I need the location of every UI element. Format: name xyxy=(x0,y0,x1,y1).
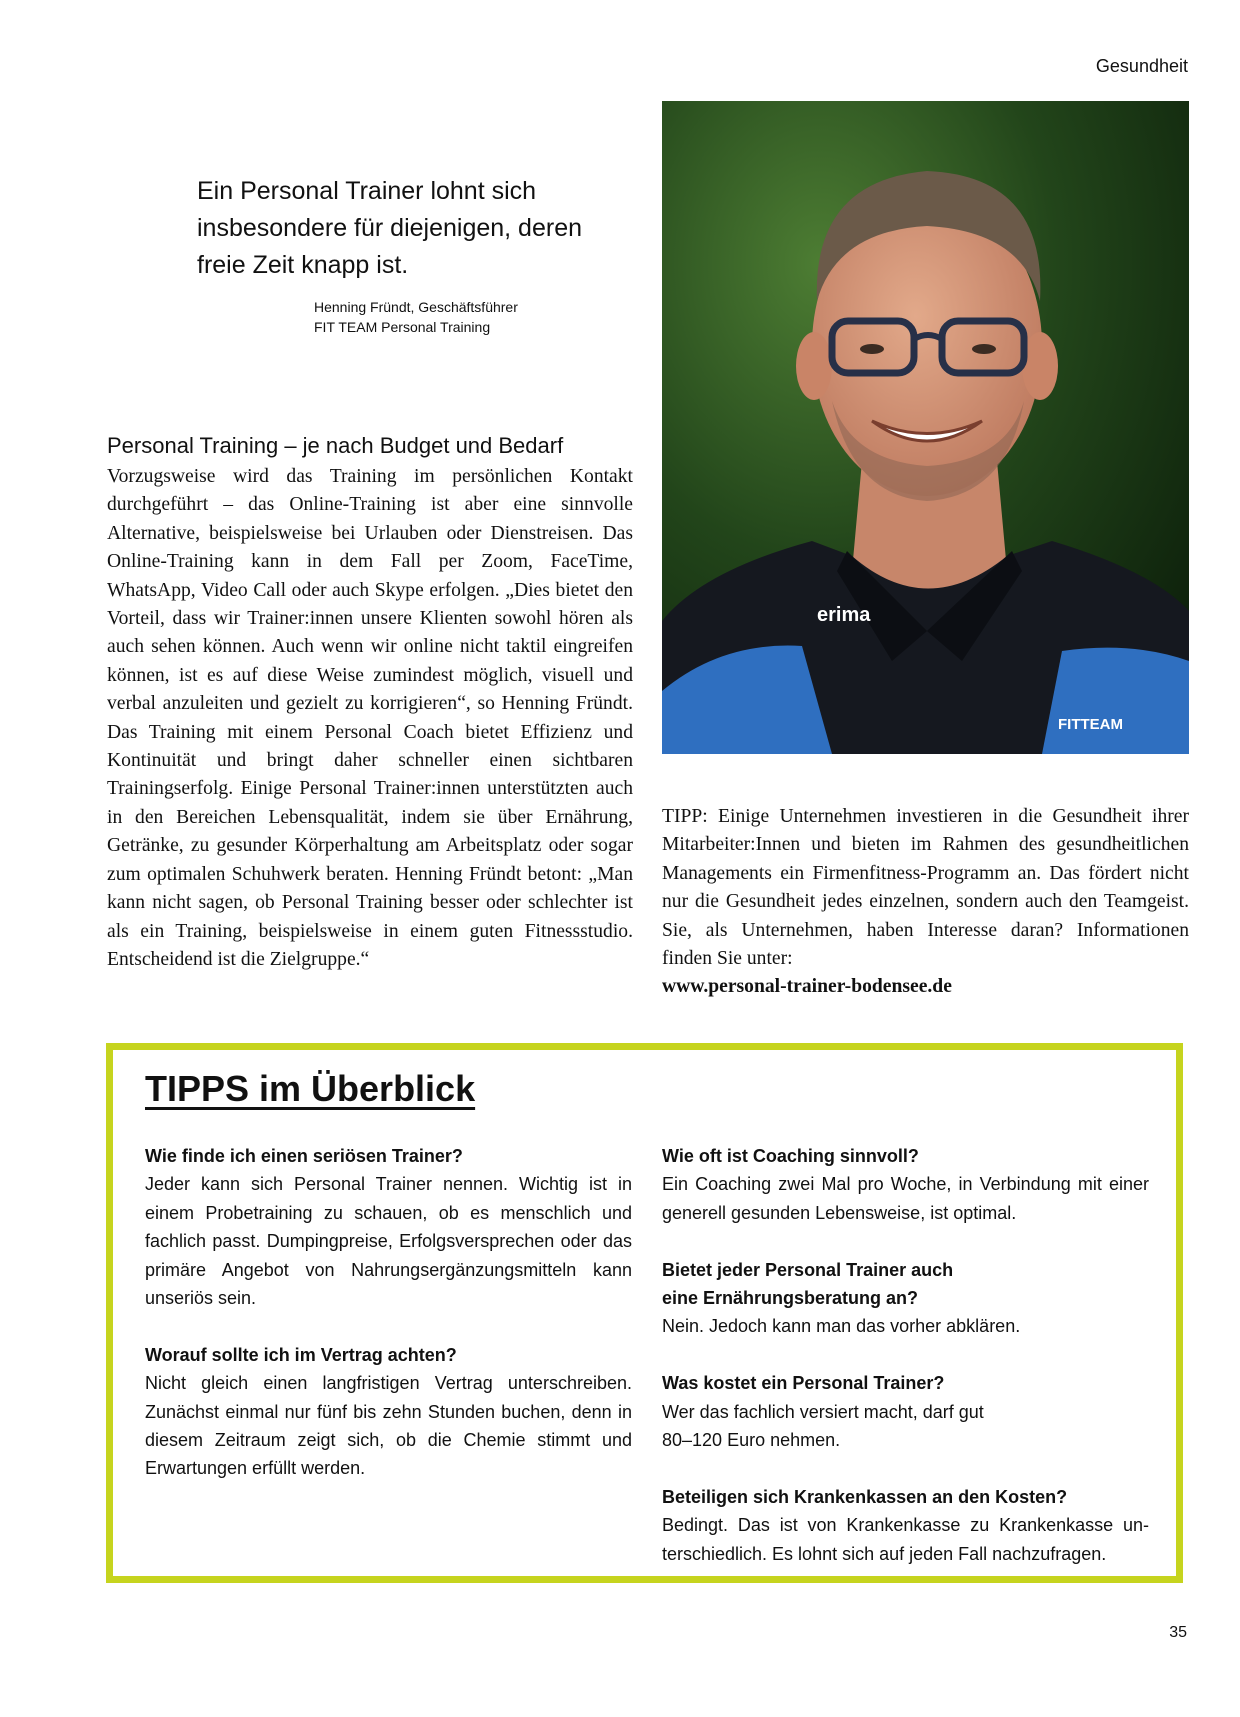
faq-question: Beteiligen sich Krankenkassen an den Kosten? xyxy=(662,1486,1068,1507)
faq-answer: Jeder kann sich Personal Trainer nennen. Wichtig ist in einem Probetraining zu schauen, ob es menschlich und fachlich passt. Dumpingpreise, Erfolgsversprechen oder das primäre Angebot von Nahrungsergänzungsmitteln kann unseriös sein. xyxy=(145,1174,632,1309)
faq-item xyxy=(662,1369,1149,1454)
faq-item xyxy=(145,1341,632,1483)
tip-paragraph xyxy=(662,803,1189,1002)
faq-item xyxy=(662,1142,1149,1227)
faq-answer: Ein Coaching zwei Mal pro Woche, in Verbindung mit einer generell gesunden Lebensweise, ist optimal. xyxy=(662,1174,1149,1223)
article-body: Vorzugsweise wird das Training im persönlichen Kontakt durchgeführt – das Online-Training ist aber eine sinnvolle Alternative, beispielsweise bei Urlauben oder Dienstreisen. Das Online-Training kann in dem Fall per Zoom, FaceTime, WhatsApp, Video Call oder auch Skype erfolgen. „Dies bietet den Vorteil, dass wir Trainer:innen unsere Klienten sowohl hören als auch sehen können. Auch wenn wir online nicht taktil eingreifen können, ist es auf diese Weise zumindest möglich, visuell und verbal anzuleiten und gezielt zu korrigieren“, so Henning Fründt. Das Training mit einem Personal Coach bietet Effizienz und Kontinuität und bringt daher schneller einen sichtbaren Trainingserfolg. Einige Personal Trainer:innen unterstützten auch in den Bereichen Lebensqualität, indem sie über Ernährung, Getränke, zu gesunder Körperhaltung am Arbeitsplatz oder sogar zum optimalen Schuhwerk beraten. Henning Fründt betont: „Man kann nicht sagen, ob Personal Training besser oder schlechter ist als ein Training, beispielsweise in einem guten Fitnessstudio. Entscheidend ist die Zielgruppe.“ xyxy=(107,466,633,970)
fitteam-logo xyxy=(1054,713,1164,733)
quote-author: Henning Fründt, Geschäftsführer xyxy=(314,299,518,315)
faq-question: Worauf sollte ich im Vertrag achten? xyxy=(145,1344,457,1365)
faq-question: Wie oft ist Coaching sinnvoll? xyxy=(662,1146,919,1166)
tip-url[interactable]: www.personal-trainer-bodensee.de xyxy=(662,976,952,998)
faq-answer: Nicht gleich einen langfristigen Vertrag unterschreiben. Zunächst einmal nur fünf bis zehn Stunden buchen, denn in diesem Zeitraum zeigt sich, ob die Chemie stimmt und Erwartungen erfüllt werden. xyxy=(145,1373,632,1479)
portrait-illustration xyxy=(662,101,1189,754)
faq-question: Wie finde ich einen seriösen Trainer? xyxy=(145,1146,463,1166)
page-number: 35 xyxy=(1169,1624,1187,1641)
quote-company: FIT TEAM Personal Training xyxy=(314,319,491,335)
svg-text:FITTEAM: FITTEAM xyxy=(1058,716,1123,733)
tip-text: TIPP: Einige Unternehmen investieren in die Gesundheit ihrer Mitarbeiter:Innen und bieten im Rahmen des gesundheitlichen Managements ein Firmenfitness-Programm an. Das fördert nicht nur die Gesundheit jedes einzelnen, sondern auch den Teamgeist. Sie, als Unternehmen, haben Interesse daran? Informationen finden Sie unter: xyxy=(662,806,1189,970)
faq-item xyxy=(662,1483,1149,1568)
faq-question: Was kostet ein Personal Trainer? xyxy=(662,1373,945,1394)
faq-answer: Nein. Jedoch kann man das vorher abklären. xyxy=(662,1316,1021,1337)
erima-logo: erima xyxy=(817,604,871,626)
article-heading: Personal Training – je nach Budget und Bedarf xyxy=(107,433,564,458)
pull-quote: Ein Personal Trainer lohnt sich insbesondere für diejenigen, deren freie Zeit knapp ist. xyxy=(197,177,582,279)
faq-item xyxy=(662,1256,1149,1341)
tips-box-title: TIPPS im Überblick xyxy=(145,1068,476,1109)
section-label: Gesundheit xyxy=(1095,56,1188,76)
faq-question: Bietet jeder Personal Trainer auch eine Ernährungsberatung an? xyxy=(662,1259,954,1309)
faq-answer: Bedingt. Das ist von Krankenkasse zu Krankenkasse unterschiedlich. Es lohnt sich auf jeden Fall nachzufragen. xyxy=(662,1515,1149,1564)
tips-column-left xyxy=(145,1142,632,1511)
portrait-photo xyxy=(662,101,1189,754)
quote-attribution xyxy=(314,297,634,337)
faq-item xyxy=(145,1142,632,1312)
faq-answer: Wer das fachlich versiert macht, darf gut 80–120 Euro nehmen. xyxy=(662,1401,984,1451)
tips-column-right xyxy=(662,1142,1149,1596)
